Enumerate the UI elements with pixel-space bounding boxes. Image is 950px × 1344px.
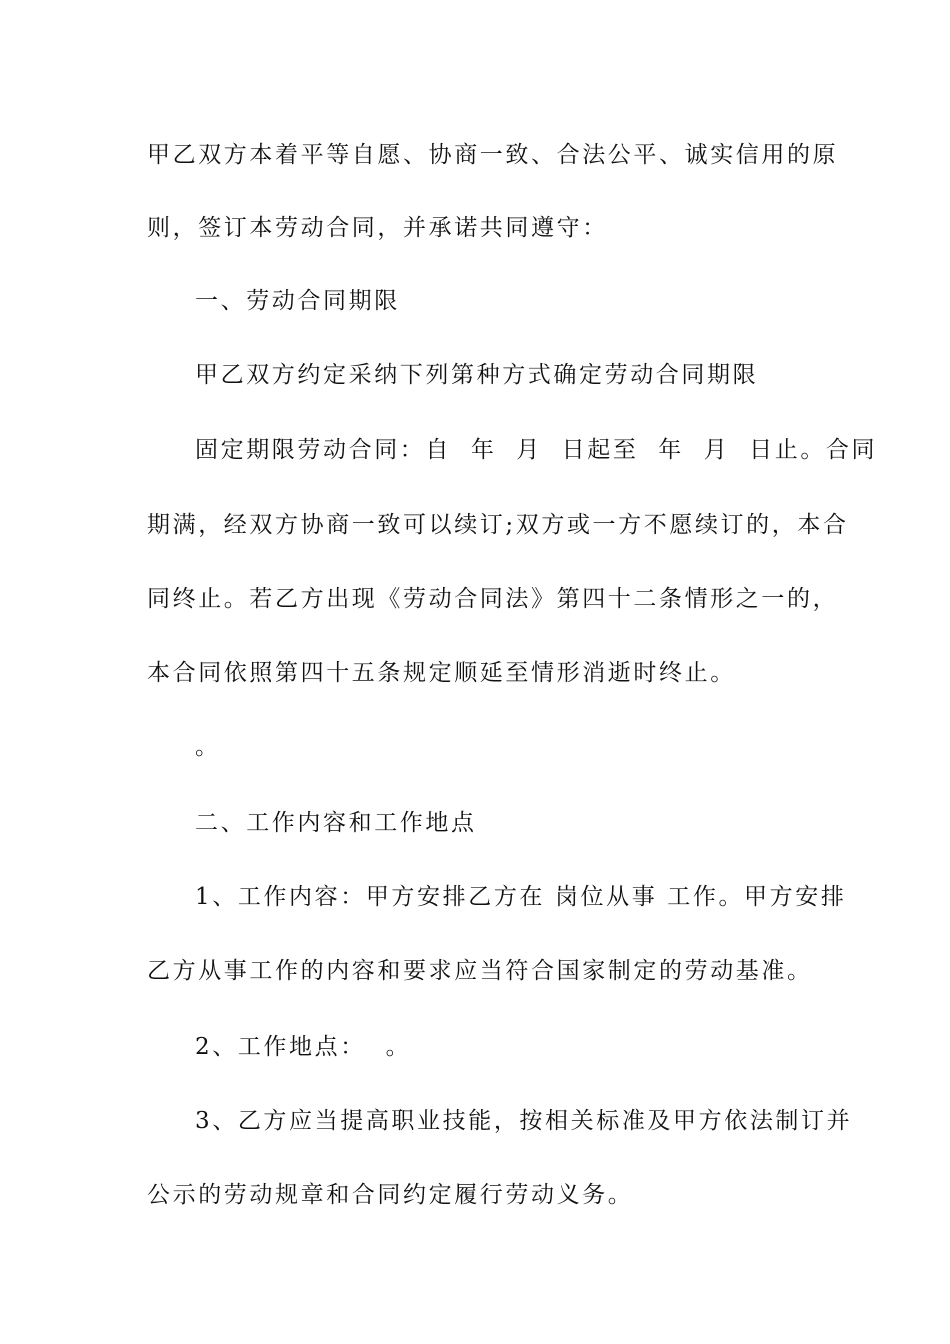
preamble-line-2: 则，签订本劳动合同，并承诺共同遵守：: [147, 215, 608, 241]
work-content-line-1: 1、工作内容：甲方安排乙方在 岗位从事 工作。甲方安排: [195, 884, 847, 910]
blank-item-paragraph: 。: [195, 734, 221, 760]
duties-line-1: 3、乙方应当提高职业技能，按相关标准及甲方依法制订并: [195, 1108, 853, 1134]
duties-line-2: 公示的劳动规章和合同约定履行劳动义务。: [147, 1182, 634, 1208]
fixed-term-line-1: 固定期限劳动合同：自 年 月 日起至 年 月 日止。合同: [195, 437, 878, 463]
fixed-term-line-2: 期满，经双方协商一致可以续订;双方或一方不愿续订的，本合: [147, 512, 849, 538]
term-method-paragraph: 甲乙双方约定采纳下列第种方式确定劳动合同期限: [195, 362, 759, 388]
section-2-heading: 二、工作内容和工作地点: [195, 810, 477, 836]
work-content-line-2: 乙方从事工作的内容和要求应当符合国家制定的劳动基准。: [147, 958, 813, 984]
preamble-line-1: 甲乙双方本着平等自愿、协商一致、合法公平、诚实信用的原: [147, 142, 839, 168]
section-1-heading: 一、劳动合同期限: [195, 288, 400, 314]
fixed-term-line-3: 同终止。若乙方出现《劳动合同法》第四十二条情形之一的，: [147, 586, 839, 612]
fixed-term-line-4: 本合同依照第四十五条规定顺延至情形消逝时终止。: [147, 660, 736, 686]
work-location-paragraph: 2、工作地点： 。: [195, 1034, 412, 1060]
